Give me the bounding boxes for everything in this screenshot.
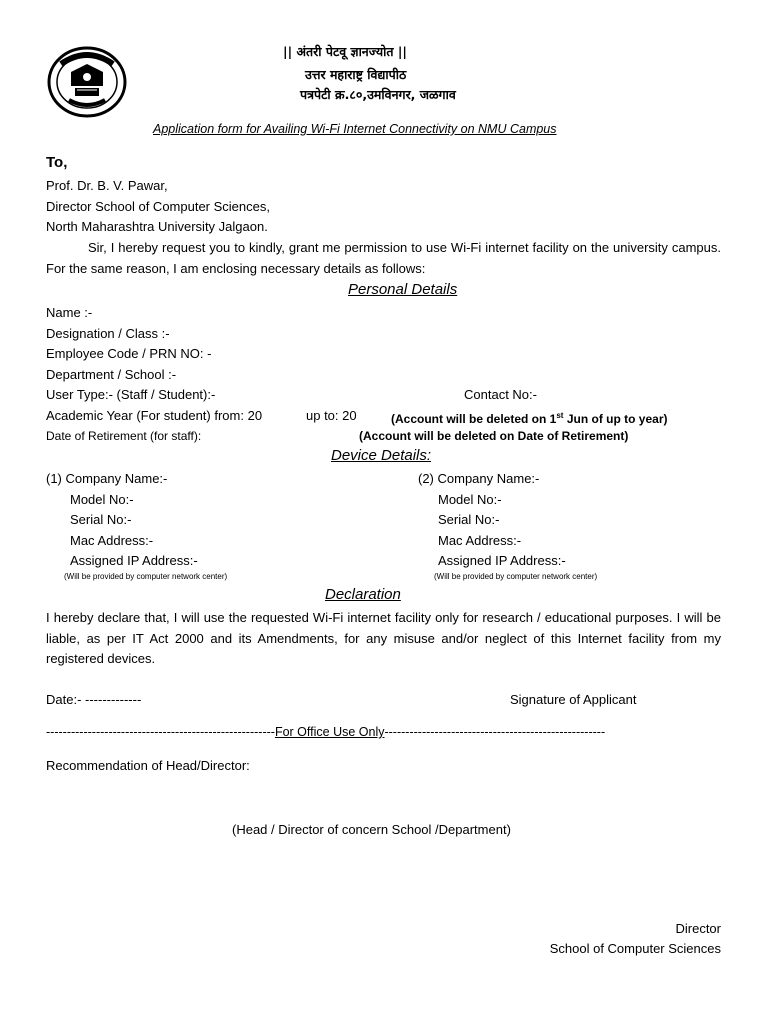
- device-details-heading: Device Details:: [331, 447, 432, 464]
- office-use-divider: -------------------------------------------------------For Office Use Only-----------------------------------------------------: [46, 725, 606, 739]
- device2-serial-label: Serial No:-: [438, 512, 500, 527]
- date-label: Date:- -------------: [46, 692, 142, 707]
- header-university-name: उत्तर महाराष्ट्र विद्यापीठ: [305, 67, 407, 82]
- device2-company-label: (2) Company Name:-: [418, 471, 540, 486]
- personal-details-heading: Personal Details: [348, 281, 458, 298]
- header-motto: || अंतरी पेटवू ज्ञानज्योत ||: [283, 44, 407, 59]
- applicant-signature-label: Signature of Applicant: [510, 692, 637, 707]
- head-director-signature-label: (Head / Director of concern School /Department): [232, 822, 511, 837]
- device2-model-label: Model No:-: [438, 492, 502, 507]
- school-label: School of Computer Sciences: [549, 941, 721, 956]
- device1-mac-label: Mac Address:-: [70, 533, 154, 548]
- declaration-paragraph: I hereby declare that, I will use the requested Wi-Fi internet facility only for research / educational purposes. I will be liable, as per IT Act 2000 and its Amendments, for any misuse and/or neglect of this Internet facility from my registered devices.: [46, 610, 721, 666]
- device1-ip-note: (Will be provided by computer network center): [64, 572, 228, 581]
- device2-ip-note: (Will be provided by computer network center): [434, 572, 598, 581]
- declaration-heading: Declaration: [325, 586, 401, 603]
- designation-field-label: Designation / Class :-: [46, 326, 170, 341]
- employee-code-field-label: Employee Code / PRN NO: -: [46, 346, 212, 361]
- device1-model-label: Model No:-: [70, 492, 134, 507]
- request-paragraph: Sir, I hereby request you to kindly, grant me permission to use Wi-Fi internet facility on the university campus. For the same reason, I am enclosing necessary details as follows:: [46, 240, 721, 276]
- retirement-date-label: Date of Retirement (for staff):: [46, 429, 202, 443]
- name-field-label: Name :-: [46, 305, 93, 320]
- department-field-label: Department / School :-: [46, 367, 177, 382]
- header-address: पत्रपेटी क्र.८०,उमविनगर, जळगाव: [300, 87, 456, 102]
- user-type-field-label: User Type:- (Staff / Student):-: [46, 387, 216, 402]
- form-title: Application form for Availing Wi-Fi Internet Connectivity on NMU Campus: [153, 122, 557, 136]
- university-logo-seal: [47, 42, 127, 122]
- device1-company-label: (1) Company Name:-: [46, 471, 168, 486]
- director-label: Director: [675, 921, 721, 936]
- recipient-name: Prof. Dr. B. V. Pawar,: [46, 178, 168, 193]
- recipient-designation: Director School of Computer Sciences,: [46, 199, 270, 214]
- academic-year-from-label: Academic Year (For student) from: 20: [46, 408, 263, 423]
- contact-field-label: Contact No:-: [464, 387, 537, 402]
- device2-mac-label: Mac Address:-: [438, 533, 522, 548]
- device1-serial-label: Serial No:-: [70, 512, 132, 527]
- academic-year-to-label: up to: 20: [306, 408, 357, 423]
- retirement-note: (Account will be deleted on Date of Retirement): [359, 429, 629, 443]
- recipient-university: North Maharashtra University Jalgaon.: [46, 219, 268, 234]
- to-label: To,: [46, 154, 68, 171]
- device1-ip-label: Assigned IP Address:-: [70, 553, 198, 568]
- recommendation-label: Recommendation of Head/Director:: [46, 758, 250, 773]
- academic-year-note: (Account will be deleted on 1st Jun of up to year): [391, 411, 668, 426]
- device2-ip-label: Assigned IP Address:-: [438, 553, 566, 568]
